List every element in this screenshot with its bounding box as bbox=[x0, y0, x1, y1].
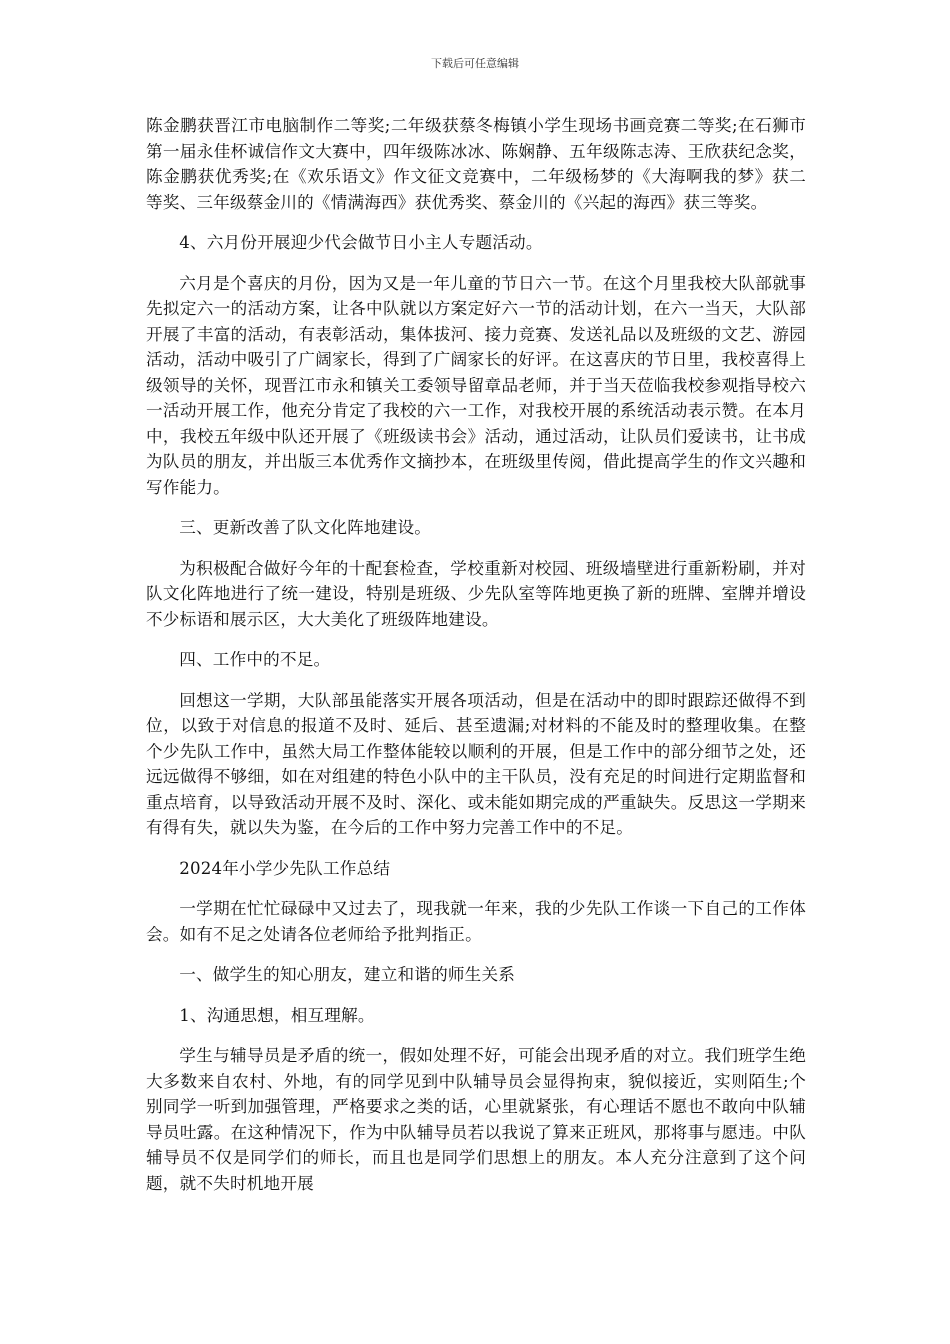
paragraph: 六月是个喜庆的月份，因为又是一年儿童的节日六一节。在这个月里我校大队部就事先拟定六一的活动方案，让各中队就以方案定好六一节的活动计划，在六一当天，大队部开展了丰富的活动，有表彰活动，集体拔河、接力竞赛、发送礼品以及班级的文艺、游园活动，活动中吸引了广阔家长，得到了广阔家长的好评。在这喜庆的节日里，我校喜得上级领导的关怀，现晋江市永和镇关工委领导留章品老师，并于当天莅临我校参观指导校六一活动开展工作，他充分肯定了我校的六一工作，对我校开展的系统活动表示赞。在本月中，我校五年级中队还开展了《班级读书会》活动，通过活动，让队员们爱读书，让书成为队员的朋友，并出版三本优秀作文摘抄本，在班级里传阅，借此提高学生的作文兴趣和写作能力。 bbox=[146, 273, 806, 497]
section-heading: 一、做学生的知心朋友，建立和谐的师生关系 bbox=[179, 965, 516, 984]
paragraph: 回想这一学期，大队部虽能落实开展各项活动，但是在活动中的即时跟踪还做得不到位，以致于对信息的报道不及时、延后、甚至遗漏;对材料的不能及时的整理收集。在整个少先队工作中，虽然大局工作整体能较以顺利的开展，但是工作中的部分细节之处，还远远做得不够细，如在对组建的特色小队中的主干队员，没有充足的时间进行定期监督和重点培育，以导致活动开展不及时、深化、或未能如期完成的严重缺失。反思这一学期来有得有失，就以失为鉴，在今后的工作中努力完善工作中的不足。 bbox=[146, 690, 806, 837]
section-heading: 四、工作中的不足。 bbox=[179, 650, 331, 669]
document-title: 2024年小学少先队工作总结 bbox=[179, 858, 391, 878]
paragraph: 陈金鹏获晋江市电脑制作二等奖;二年级获蔡冬梅镇小学生现场书画竞赛二等奖;在石狮市第一届永佳杯诚信作文大赛中，四年级陈冰冰、陈娴静、五年级陈志涛、王欣获纪念奖，陈金鹏获优秀奖;在《欢乐语文》作文征文竞赛中，二年级杨梦的《大海啊我的梦》获二等奖、三年级蔡金川的《情满海西》获优秀奖、蔡金川的《兴起的海西》获三等奖。 bbox=[146, 116, 806, 212]
paragraph: 一学期在忙忙碌碌中又过去了，现我就一年来，我的少先队工作谈一下自己的工作体会。如有不足之处请各位老师给予批判指正。 bbox=[146, 899, 806, 944]
paragraph: 学生与辅导员是矛盾的统一，假如处理不好，可能会出现矛盾的对立。我们班学生绝大多数来自农村、外地，有的同学见到中队辅导员会显得拘束，貌似接近，实则陌生;个别同学一听到加强管理，严格要求之类的话，心里就紧张，有心理话不愿也不敢向中队辅导员吐露。在这种情况下，作为中队辅导员若以我说了算来正班风，那将事与愿违。中队辅导员不仅是同学们的师长，而且也是同学们思想上的朋友。本人充分注意到了这个问题，就不失时机地开展 bbox=[146, 1046, 806, 1193]
paragraph: 为积极配合做好今年的十配套检查，学校重新对校园、班级墙壁进行重新粉刷，并对队文化阵地进行了统一建设，特别是班级、少先队室等阵地更换了新的班牌、室牌并增设不少标语和展示区，大大美化了班级阵地建设。 bbox=[146, 558, 806, 629]
page-header: 下载后可任意编辑 bbox=[431, 57, 519, 70]
section-heading: 三、更新改善了队文化阵地建设。 bbox=[179, 518, 432, 537]
document-body bbox=[146, 113, 806, 1211]
section-heading: 4、六月份开展迎少代会做节日小主人专题活动。 bbox=[179, 233, 543, 252]
subsection-heading: 1、沟通思想，相互理解。 bbox=[179, 1005, 375, 1025]
